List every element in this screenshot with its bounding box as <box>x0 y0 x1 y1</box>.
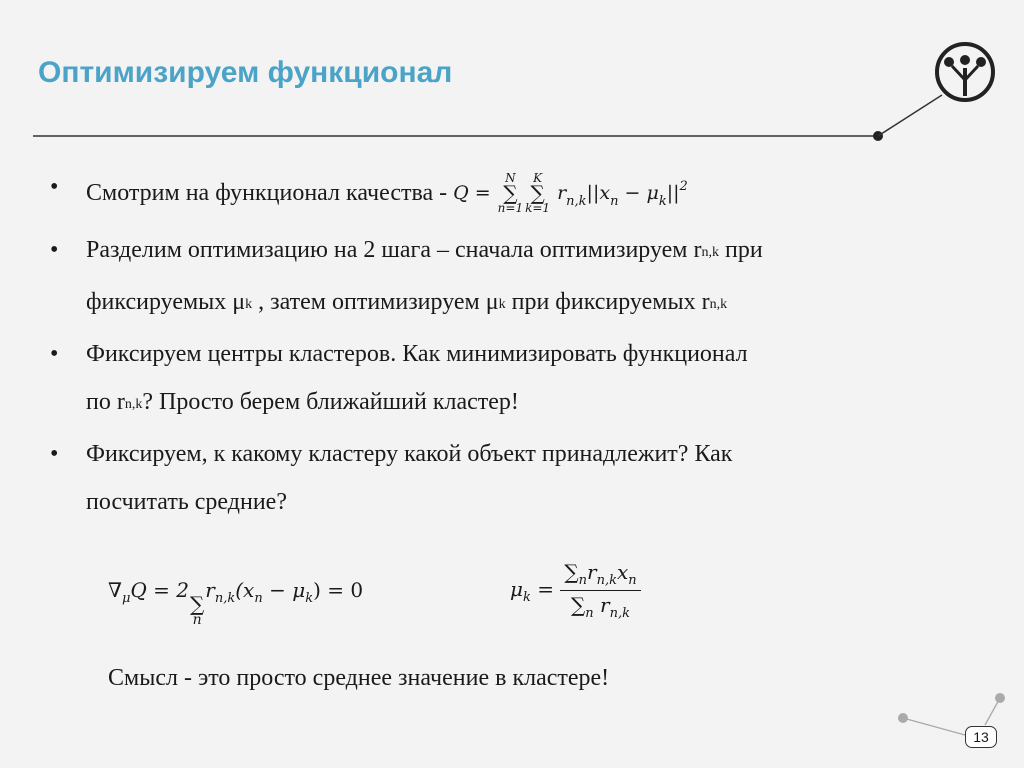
tree-circle-logo-icon <box>937 44 993 100</box>
quality-functional-formula: Q = N ∑ n=1 K ∑ k=1 $r_{n,k}||x_n - \mu_k||^2$ <box>453 171 688 216</box>
bullet-1-text: Смотрим на функционал качества - <box>86 179 454 206</box>
mean-denominator: $\sum_n$ $r_{n,k}$ <box>571 593 630 621</box>
sum-n: N ∑ n=1 <box>497 171 524 216</box>
bullet-4: • Фиксируем, к какому кластеру какой объект принадлежит? Как посчитать средние? <box>50 430 950 526</box>
logo-connector <box>878 95 942 136</box>
mean-fraction <box>560 560 640 621</box>
mean-numerator: $\sum_nr_{n,k}x_n$ <box>560 560 640 591</box>
gradient-formula: $\nabla_\mu Q = 2$ ∑ n $r_{n,k}(x_n - \mu_k) = 0$ <box>108 578 364 628</box>
sum-k: K ∑ k=1 <box>525 171 551 216</box>
bullet-1 <box>50 163 950 226</box>
page-number: 13 <box>965 726 997 748</box>
grad-sum: ∑ n <box>190 592 205 628</box>
bullet-2: • Разделим оптимизацию на 2 шага – сначала оптимизируем rn,k при фиксируемых μk , затем оптимизируем μk при фиксируемых rn,k <box>50 226 950 330</box>
bullet-list <box>50 163 950 526</box>
slide-title: Оптимизируем функционал <box>38 56 453 89</box>
mean-formula: $\mu_k$ = $\frac{\sum_nr_{n,k}x_n}{\sum_n r_{n,k}}$ <box>510 560 641 621</box>
bullet-3: • Фиксируем центры кластеров. Как минимизировать функционал по rn,k? Просто берем ближайший кластер! <box>50 330 950 430</box>
summary-text: Смысл - это просто среднее значение в кластере! <box>108 665 610 691</box>
